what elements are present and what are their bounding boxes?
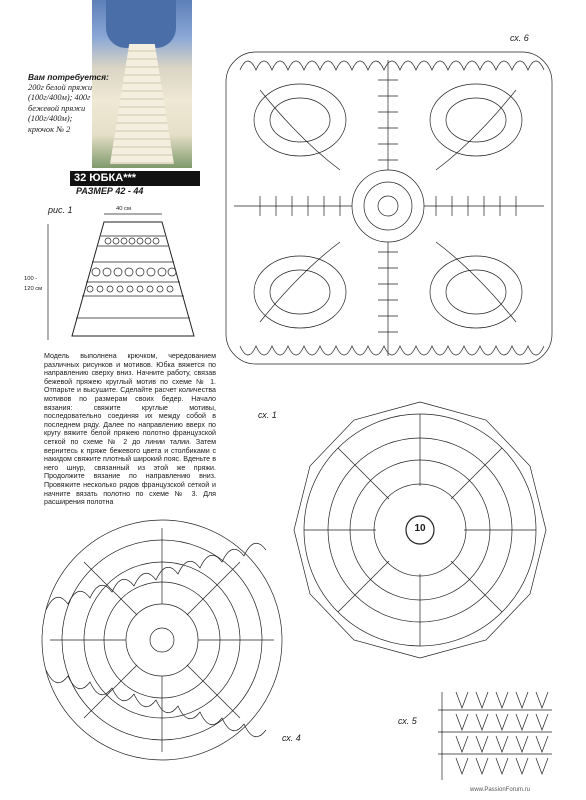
materials-line: бежевой пряжи xyxy=(28,103,86,113)
scheme4-label: сх. 4 xyxy=(282,733,301,743)
materials-line: (100г/400м); 400г xyxy=(28,93,91,103)
materials-line: 200г белой пряжи xyxy=(28,82,93,92)
materials-line: крючок № 2 xyxy=(28,124,71,134)
fig1-length-label-1: 100 - xyxy=(24,276,38,282)
scheme1-label: сх. 1 xyxy=(258,410,277,420)
scheme1-center-count: 10 xyxy=(414,523,426,534)
instructions-paragraph: Модель выполнена крючком, чередованием различных рисунков и мотивов. Юбка вяжется по направлению сверху вниз. Начните работу, связав бежевой пряжею круглый мотив по схеме № 1. Отпарьте и высушите. Сделайте расчет количества мотивов по размерам своих бедер. Начало вязания: свяжите круглые мотивы, последовательно соединяя их между собой в последнем ряду. Далее по направлению вверх по кругу вяжите белой пряжею полотно французской сеткой по схеме № 2 до линии талии. Затем вернитесь к пряже бежевого цвета и столбиками с накидом свяжите плотный широкий пояс. Вденьте в него шнур, связанный из этой же пряжи. Продолжите вязание по направлению вниз. Провяжите несколько рядов французской сеткой и начните вязать полотно по схеме № 3. Для расширения полотна xyxy=(44,352,216,507)
fig1-width-label: 40 см xyxy=(116,206,131,212)
scheme5-label: сх. 5 xyxy=(398,716,417,726)
fig1-length-label-2: 120 см xyxy=(24,286,43,292)
pattern-title: 32 ЮБКА*** xyxy=(74,172,137,184)
scheme6-label: сх. 6 xyxy=(510,33,529,43)
materials-line: (100г/400м); xyxy=(28,114,73,124)
size-label: РАЗМЕР 42 - 44 xyxy=(76,186,144,196)
fig1-caption: рис. 1 xyxy=(48,205,73,215)
materials-heading: Вам потребуется: xyxy=(28,72,109,82)
footer-url: www.PassionForum.ru xyxy=(470,787,531,793)
